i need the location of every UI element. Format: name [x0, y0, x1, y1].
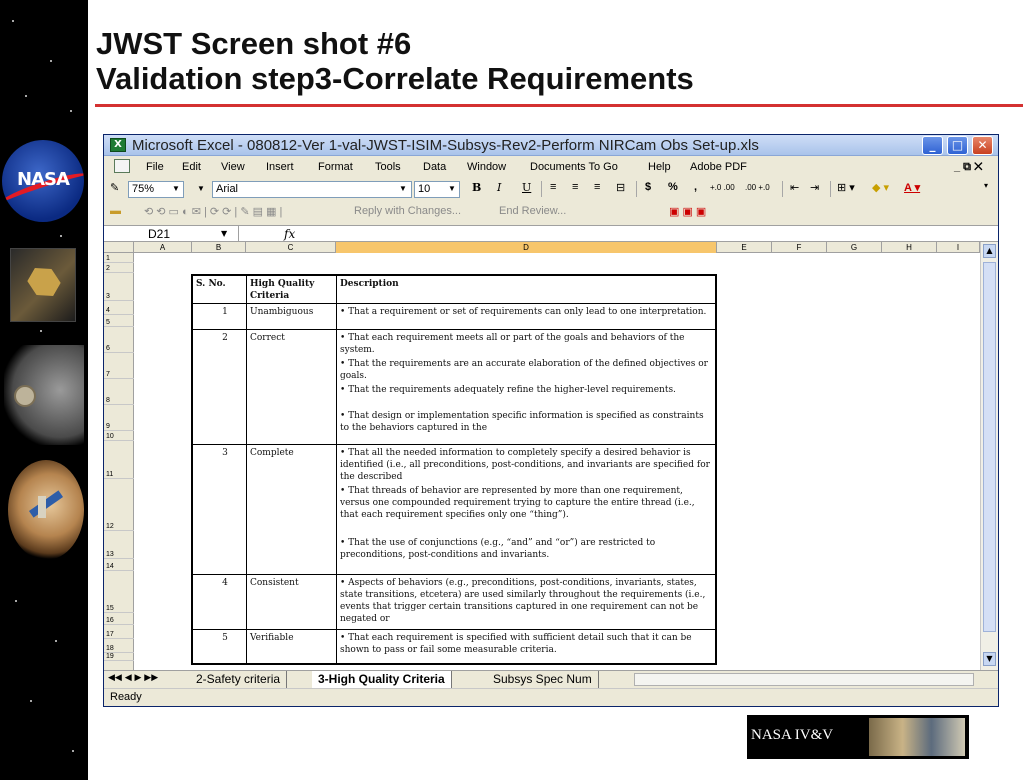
excel-icon: X [110, 138, 126, 152]
row-description: • That design or implementation specific information is specified as constraints to the behaviors captured in the [340, 411, 704, 433]
sheet-tab-high-quality-criteria[interactable]: 3-High Quality Criteria [312, 671, 452, 688]
align-center-icon[interactable]: ≡ [572, 181, 579, 193]
font-dropdown-icon[interactable]: ▼ [399, 184, 407, 193]
decrease-indent-icon[interactable]: ⇤ [790, 182, 800, 194]
percent-button[interactable]: % [668, 181, 678, 193]
row-header[interactable]: 4 [104, 301, 134, 315]
zoom-dropdown-icon[interactable]: ▼ [172, 184, 180, 193]
table-row[interactable] [193, 630, 715, 662]
menu-edit[interactable]: Edit [182, 161, 201, 173]
name-box[interactable]: D21 [104, 226, 239, 242]
column-headers [104, 242, 980, 253]
row-description: • That a requirement or set of requirements can only lead to one interpretation. [340, 307, 707, 317]
formula-bar [104, 225, 998, 242]
menu-help[interactable]: Help [648, 161, 671, 173]
row-header[interactable]: 16 [104, 613, 134, 625]
reviewing-toolbar [104, 202, 998, 224]
jwst-telescope-image [10, 248, 76, 322]
increase-decimal-button[interactable]: +.0 .00 [710, 183, 735, 192]
criteria-table [191, 274, 717, 665]
nasa-logo: NASA [2, 140, 84, 222]
function-icon[interactable]: fx [284, 227, 296, 241]
row-header[interactable]: 1 [104, 253, 134, 263]
menu-adobe-pdf[interactable]: Adobe PDF [690, 161, 747, 173]
status-bar: Ready [104, 688, 998, 706]
row-description: • That the use of conjunctions (e.g., “and” and “or”) are restricted to preconditions, post-conditions and invariants. [340, 538, 656, 560]
horizontal-scrollbar[interactable] [634, 673, 974, 686]
row-criteria: Consistent [250, 578, 299, 588]
menu-window[interactable]: Window [467, 161, 507, 173]
scroll-thumb[interactable] [983, 262, 996, 632]
row-header[interactable]: 6 [104, 327, 134, 353]
excel-window [103, 134, 999, 707]
menu-file[interactable]: File [146, 161, 164, 173]
merge-center-icon[interactable]: ⊟ [616, 182, 626, 194]
row-criteria: Unambiguous [250, 307, 314, 317]
underline-button[interactable]: U [522, 181, 532, 194]
table-row[interactable] [193, 575, 715, 629]
column-header-f[interactable]: F [772, 242, 827, 253]
row-header[interactable]: 11 [104, 441, 134, 479]
row-criteria: Correct [250, 333, 285, 343]
row-header[interactable]: 10 [104, 431, 134, 441]
window-title: Microsoft Excel - 080812-Ver 1-val-JWST-ISIM-Subsys-Rev2-Perform NIRCam Obs Set-up.xls [132, 137, 759, 154]
header-description: Description [340, 279, 399, 289]
nasa-ivv-logo: NASA IV&V [747, 715, 969, 759]
minimize-button[interactable]: _ [922, 136, 943, 155]
review-icons[interactable]: ⟲ ⟲ ▭ ◐ ✉ | ⟳ ⟳ | ✎ ▤ ▦ | [144, 206, 283, 218]
folder-icon[interactable]: ▬ [110, 205, 121, 217]
align-left-icon[interactable]: ≡ [550, 181, 557, 193]
left-space-banner [0, 0, 88, 780]
fill-color-icon[interactable]: ◆ ▾ [872, 182, 890, 194]
row-header[interactable]: 17 [104, 625, 134, 639]
row-headers [104, 253, 134, 670]
row-description: • That the requirements are an accurate elaboration of the defined objectives or goals. [340, 359, 708, 381]
column-header-b[interactable]: B [192, 242, 246, 253]
document-icon[interactable] [114, 159, 130, 173]
scroll-down-icon[interactable]: ▼ [983, 652, 996, 666]
align-right-icon[interactable]: ≡ [594, 181, 601, 193]
header-sno: S. No. [196, 279, 226, 289]
row-sno: 4 [222, 578, 228, 588]
column-header-d[interactable]: D [336, 242, 717, 253]
menu-view[interactable]: View [221, 161, 245, 173]
menu-data[interactable]: Data [423, 161, 447, 173]
worksheet-grid[interactable] [104, 242, 980, 670]
menu-documents-to-go[interactable]: Documents To Go [530, 161, 618, 173]
column-header-c[interactable]: C [246, 242, 336, 253]
font-name-select[interactable]: Arial [212, 181, 412, 198]
size-dropdown-icon[interactable]: ▼ [448, 184, 456, 193]
row-header[interactable]: 5 [104, 315, 134, 327]
decrease-decimal-button[interactable]: .00 +.0 [745, 183, 770, 192]
window-titlebar[interactable] [104, 135, 998, 156]
header-criteria: High Quality Criteria [250, 279, 315, 301]
title-divider [95, 104, 1023, 107]
row-header[interactable]: 7 [104, 353, 134, 379]
pen-icon[interactable]: ✎ [110, 182, 120, 194]
row-criteria: Complete [250, 448, 294, 458]
increase-indent-icon[interactable]: ⇥ [810, 182, 820, 194]
column-header-i[interactable]: I [937, 242, 980, 253]
spacecraft-moon-image [4, 345, 84, 445]
formatting-toolbar [104, 178, 998, 200]
row-header[interactable]: 3 [104, 273, 134, 301]
row-header[interactable]: 12 [104, 479, 134, 531]
column-header-g[interactable]: G [827, 242, 882, 253]
reply-with-changes-button[interactable]: Reply with Changes... [354, 205, 461, 217]
row-header[interactable]: 15 [104, 571, 134, 613]
menu-bar [104, 157, 998, 177]
table-row[interactable] [193, 445, 715, 567]
italic-button[interactable]: I [497, 181, 502, 194]
sheet-tab-subsys-spec-num[interactable]: Subsys Spec Num [487, 671, 599, 688]
toolbar-options-icon[interactable]: ▾ [984, 181, 989, 190]
column-header-a[interactable]: A [134, 242, 192, 253]
row-description: • That the requirements adequately refine the higher-level requirements. [340, 385, 676, 395]
column-header-e[interactable]: E [717, 242, 772, 253]
menu-tools[interactable]: Tools [375, 161, 401, 173]
scroll-up-icon[interactable]: ▲ [983, 244, 996, 258]
row-header[interactable]: 14 [104, 559, 134, 571]
sheet-navigation-icons[interactable]: ◀◀ ◀ ▶ ▶▶ [108, 673, 159, 683]
row-header[interactable]: 8 [104, 379, 134, 405]
row-header[interactable]: 2 [104, 263, 134, 273]
comma-button[interactable]: , [694, 181, 698, 193]
row-description: • That threads of behavior are represented by more than one requirement, versus one compounded requirement trying to capture the entire thread (i.e., that each requirement specifies only one “thing”). [340, 486, 695, 520]
row-header[interactable]: 19 [104, 653, 134, 661]
row-sno: 1 [222, 307, 228, 317]
row-description: • That each requirement meets all or part of the goals and behaviors of the system. [340, 333, 685, 355]
row-description: • That all the needed information to completely specify a desired behavior is identified (i.e., all preconditions, post-conditions, and invariants are specified for the described [340, 448, 710, 482]
end-review-button[interactable]: End Review... [499, 205, 567, 217]
jupiter-probe-image [8, 460, 84, 560]
sheet-tab-safety-criteria[interactable]: 2-Safety criteria [190, 671, 287, 688]
document-window-controls[interactable]: _ ⧉ ✕ [954, 161, 983, 173]
column-header-h[interactable]: H [882, 242, 937, 253]
font-color-icon[interactable]: A ▾ [904, 182, 921, 194]
spacecraft-collage-image [869, 718, 965, 756]
menu-format[interactable]: Format [318, 161, 353, 173]
table-row[interactable] [193, 330, 715, 434]
vertical-scrollbar[interactable] [980, 242, 998, 670]
sheet-tab-bar [104, 670, 998, 688]
row-description: • That each requirement is specified with sufficient detail such that it can be shown to pass or fail some measurable criteria. [340, 633, 692, 655]
borders-icon[interactable]: ⊞ ▾ [837, 182, 855, 194]
font-size-select[interactable]: 10 [414, 181, 460, 198]
pdf-icons[interactable]: ▣ ▣ ▣ [669, 206, 707, 218]
row-sno: 2 [222, 333, 228, 343]
row-description: • Aspects of behaviors (e.g., preconditions, post-conditions, invariants, states, state transitions, etcetera) are used similarly throughout the requirements (i.e., events that trigger certain transitions captured in one requirement can not be negated or [340, 578, 706, 624]
zoom-select[interactable]: 75% [128, 181, 184, 198]
row-sno: 3 [222, 448, 228, 458]
maximize-button[interactable]: □ [947, 136, 968, 155]
currency-button[interactable]: $ [645, 181, 652, 193]
options-icon[interactable]: ▼ [197, 184, 205, 193]
menu-insert[interactable]: Insert [266, 161, 294, 173]
row-sno: 5 [222, 633, 228, 643]
row-header[interactable]: 18 [104, 639, 134, 653]
table-row[interactable] [193, 304, 715, 329]
name-box-dropdown-icon[interactable]: ▼ [221, 229, 228, 238]
row-header[interactable]: 13 [104, 531, 134, 559]
bold-button[interactable]: B [472, 181, 482, 194]
row-criteria: Verifiable [250, 633, 294, 643]
select-all-corner[interactable] [104, 242, 134, 253]
table-header-row [193, 276, 715, 303]
slide-title: JWST Screen shot #6 Validation step3-Correlate Requirements [96, 26, 694, 96]
close-button[interactable]: ✕ [972, 136, 993, 155]
row-header[interactable]: 9 [104, 405, 134, 431]
